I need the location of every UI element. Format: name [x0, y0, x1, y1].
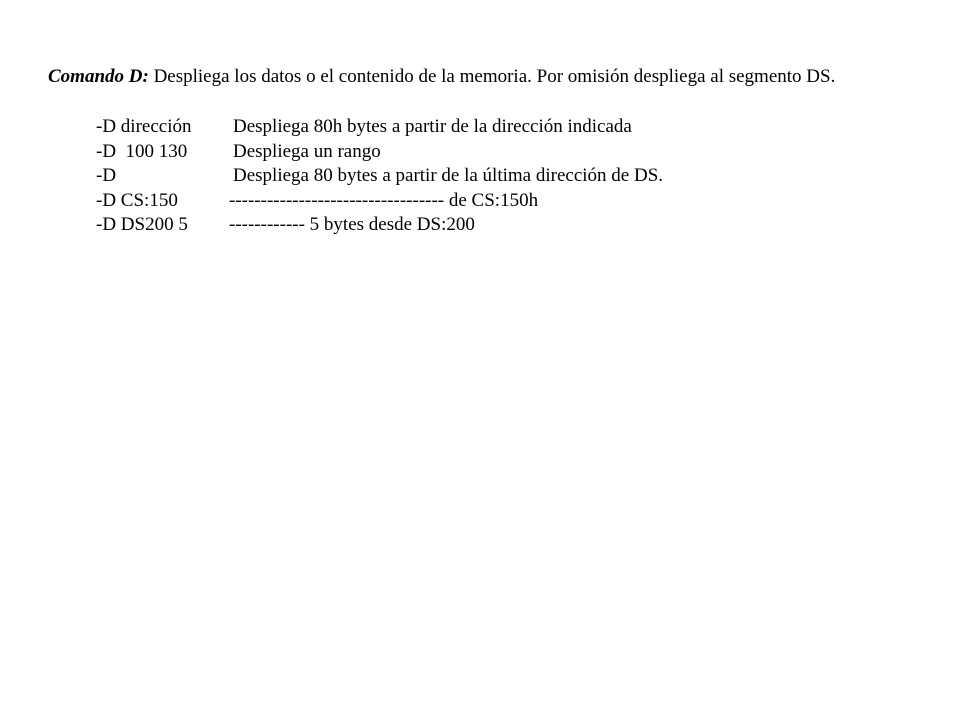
document-page — [48, 64, 908, 238]
command-description: Despliega 80 bytes a partir de la última dirección de DS. — [233, 165, 664, 186]
command-syntax: -D dirección — [96, 116, 192, 137]
command-row — [96, 164, 908, 189]
command-row — [96, 115, 908, 140]
intro-paragraph — [48, 64, 908, 89]
command-syntax: -D DS200 5 — [96, 214, 188, 235]
command-row — [96, 189, 908, 214]
intro-text: Despliega los datos o el contenido de la memoria. Por omisión despliega al segmento DS. — [148, 66, 836, 87]
command-list — [96, 115, 908, 238]
command-syntax: -D — [96, 165, 117, 186]
command-description: ---------------------------------- de CS:150h — [229, 189, 539, 211]
command-description: Despliega 80h bytes a partir de la dirección indicada — [233, 116, 632, 137]
command-row — [96, 140, 908, 165]
command-syntax: -D CS:150 — [96, 189, 178, 211]
command-description: Despliega un rango — [233, 140, 381, 162]
command-description: ------------ 5 bytes desde DS:200 — [229, 214, 475, 235]
command-syntax: -D 100 130 — [96, 140, 188, 162]
command-row — [96, 213, 908, 238]
command-term: Comando D: — [48, 66, 149, 87]
